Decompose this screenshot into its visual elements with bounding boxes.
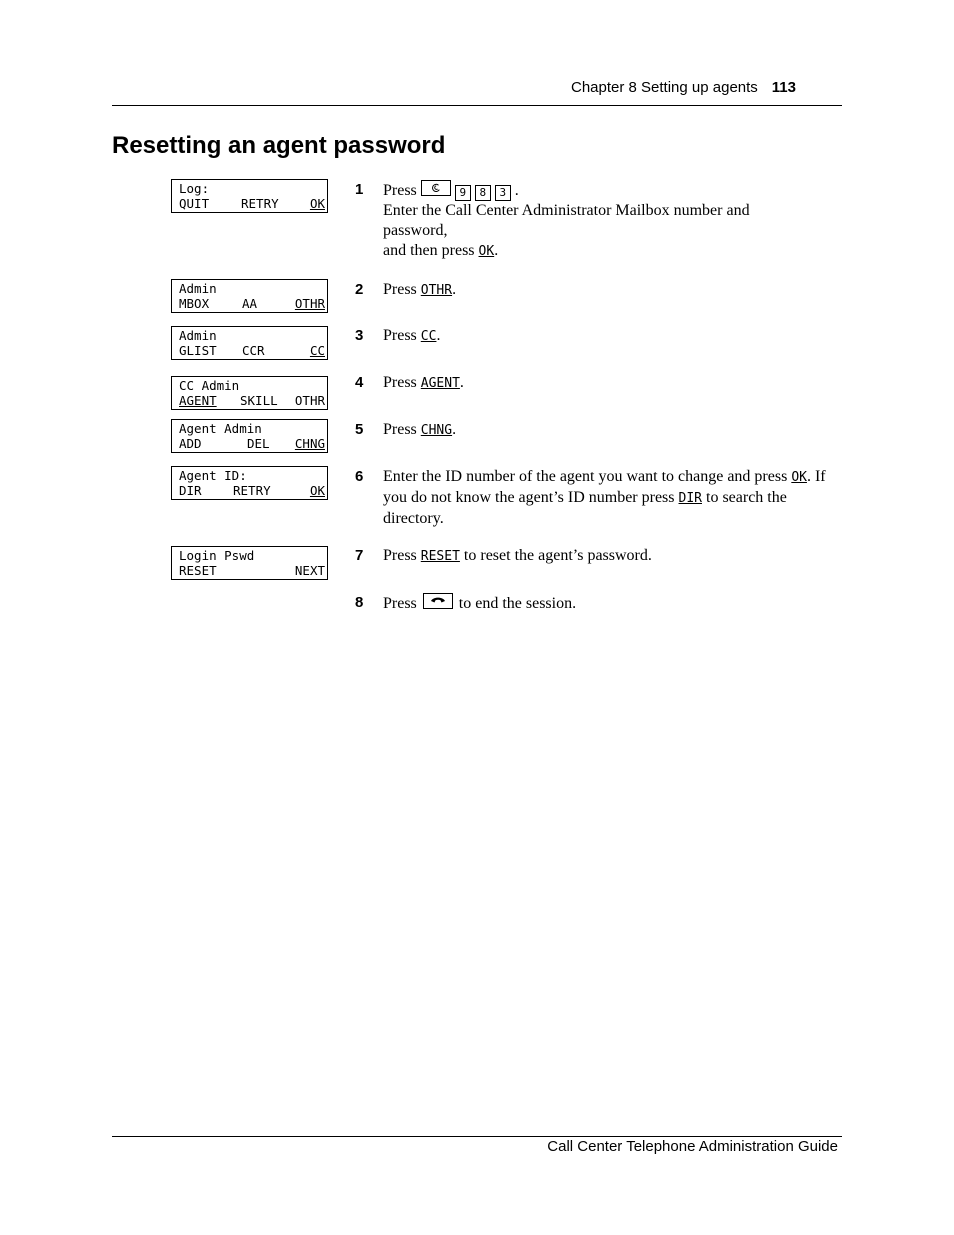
softkey-retry[interactable]: RETRY <box>233 483 271 498</box>
softkey-aa[interactable]: AA <box>242 296 258 311</box>
lcd-display-cc-admin <box>171 376 328 410</box>
chapter-title: Chapter 8 Setting up agents <box>571 79 758 96</box>
softkey-othr[interactable]: OTHR <box>294 296 325 311</box>
step-4-text: Press AGENT. <box>383 374 464 391</box>
step-3-text: Press CC. <box>383 327 441 344</box>
step-2-text: Press OTHR. <box>383 281 457 298</box>
step-number: 5 <box>355 421 364 438</box>
step-1-line4: and then press <box>383 242 475 259</box>
step-number: 8 <box>355 594 364 611</box>
softkey-ref-chng: CHNG <box>420 423 453 438</box>
step-number: 4 <box>355 374 364 391</box>
lcd-display-admin-cc <box>171 326 328 360</box>
softkey-add[interactable]: ADD <box>179 436 202 451</box>
softkey-agent[interactable]: AGENT <box>179 393 217 408</box>
press-label: Press <box>383 547 417 564</box>
lcd-display-agent-admin <box>171 419 328 453</box>
press-label: Press <box>383 327 417 344</box>
softkey-next[interactable]: NEXT <box>294 563 325 578</box>
softkey-quit[interactable]: QUIT <box>179 196 210 211</box>
dial-key-9: 9 <box>455 185 471 201</box>
softkey-ref-dir: DIR <box>678 491 702 506</box>
softkey-ok[interactable]: OK <box>309 483 325 498</box>
softkey-mbox[interactable]: MBOX <box>179 296 210 311</box>
feature-key-icon <box>421 180 451 196</box>
softkey-ccr[interactable]: CCR <box>242 343 265 358</box>
step-6-text-b: If you do not know the agent’s ID number press <box>383 468 826 506</box>
step-1-line3: password, <box>383 222 448 239</box>
step-6-text-c: to search the directory. <box>383 489 787 527</box>
step-7-text <box>383 546 845 567</box>
step-5-text: Press CHNG. <box>383 421 457 438</box>
lcd-line1: Admin <box>179 328 217 343</box>
step-6-text-a: Enter the ID number of the agent you want to change and press <box>383 468 788 485</box>
lcd-display-agent-id <box>171 466 328 500</box>
lcd-display-log <box>171 179 328 213</box>
step-number: 6 <box>355 468 364 485</box>
step-number: 1 <box>355 181 364 198</box>
step-1-line2: Enter the Call Center Administrator Mailbox number and <box>383 202 750 219</box>
dial-key-3: 3 <box>495 185 511 201</box>
softkey-reset[interactable]: RESET <box>179 563 217 578</box>
lcd-display-admin <box>171 279 328 313</box>
press-label: Press <box>383 281 417 298</box>
softkey-retry[interactable]: RETRY <box>241 196 279 211</box>
lcd-line1: Login Pswd <box>179 548 255 563</box>
footer-rule <box>112 1136 842 1137</box>
lcd-line1: Admin <box>179 281 217 296</box>
step-8-after: to end the session. <box>458 595 577 612</box>
step-number: 3 <box>355 327 364 344</box>
softkey-ref-reset: RESET <box>420 549 460 564</box>
page-number: 113 <box>771 79 796 96</box>
press-label: Press <box>383 595 417 612</box>
dial-key-8: 8 <box>475 185 491 201</box>
footer-title: Call Center Telephone Administration Guide <box>547 1138 838 1155</box>
press-label: Press <box>383 374 417 391</box>
softkey-dir[interactable]: DIR <box>179 483 202 498</box>
softkey-skill[interactable]: SKILL <box>240 393 278 408</box>
release-key-icon <box>423 593 453 609</box>
lcd-line1: Agent ID: <box>179 468 247 483</box>
softkey-ref-ok: OK <box>791 470 807 485</box>
page-header <box>571 79 796 96</box>
softkey-ref-ok: OK <box>478 244 495 259</box>
softkey-ok[interactable]: OK <box>309 196 325 211</box>
softkey-glist[interactable]: GLIST <box>179 343 217 358</box>
step-7-after: to reset the agent’s password. <box>463 547 652 564</box>
lcd-line1: Log: <box>179 181 210 196</box>
press-label: Press <box>383 421 417 438</box>
step-number: 2 <box>355 281 364 298</box>
softkey-othr[interactable]: OTHR <box>294 393 325 408</box>
step-8-text <box>383 593 845 614</box>
lcd-line1: CC Admin <box>179 378 240 393</box>
softkey-ref-cc: CC <box>420 329 437 344</box>
step-6-text: Enter the ID number of the agent you want to change and press OK. If you do not know the agent’s ID number press DIR to search the directory. <box>383 468 826 527</box>
softkey-ref-othr: OTHR <box>420 283 453 298</box>
step-number: 7 <box>355 547 364 564</box>
softkey-ref-agent: AGENT <box>420 376 460 391</box>
press-label: Press <box>383 182 417 199</box>
softkey-chng[interactable]: CHNG <box>294 436 325 451</box>
lcd-line1: Agent Admin <box>179 421 262 436</box>
step-1-text: Press 9 8 3 . Enter the Call Center Administrator Mailbox number and password, and then press OK. <box>383 180 845 262</box>
lcd-display-login-pswd <box>171 546 328 580</box>
page-title: Resetting an agent password <box>112 132 446 159</box>
softkey-del[interactable]: DEL <box>247 436 270 451</box>
header-rule <box>112 105 842 106</box>
softkey-cc[interactable]: CC <box>309 343 325 358</box>
